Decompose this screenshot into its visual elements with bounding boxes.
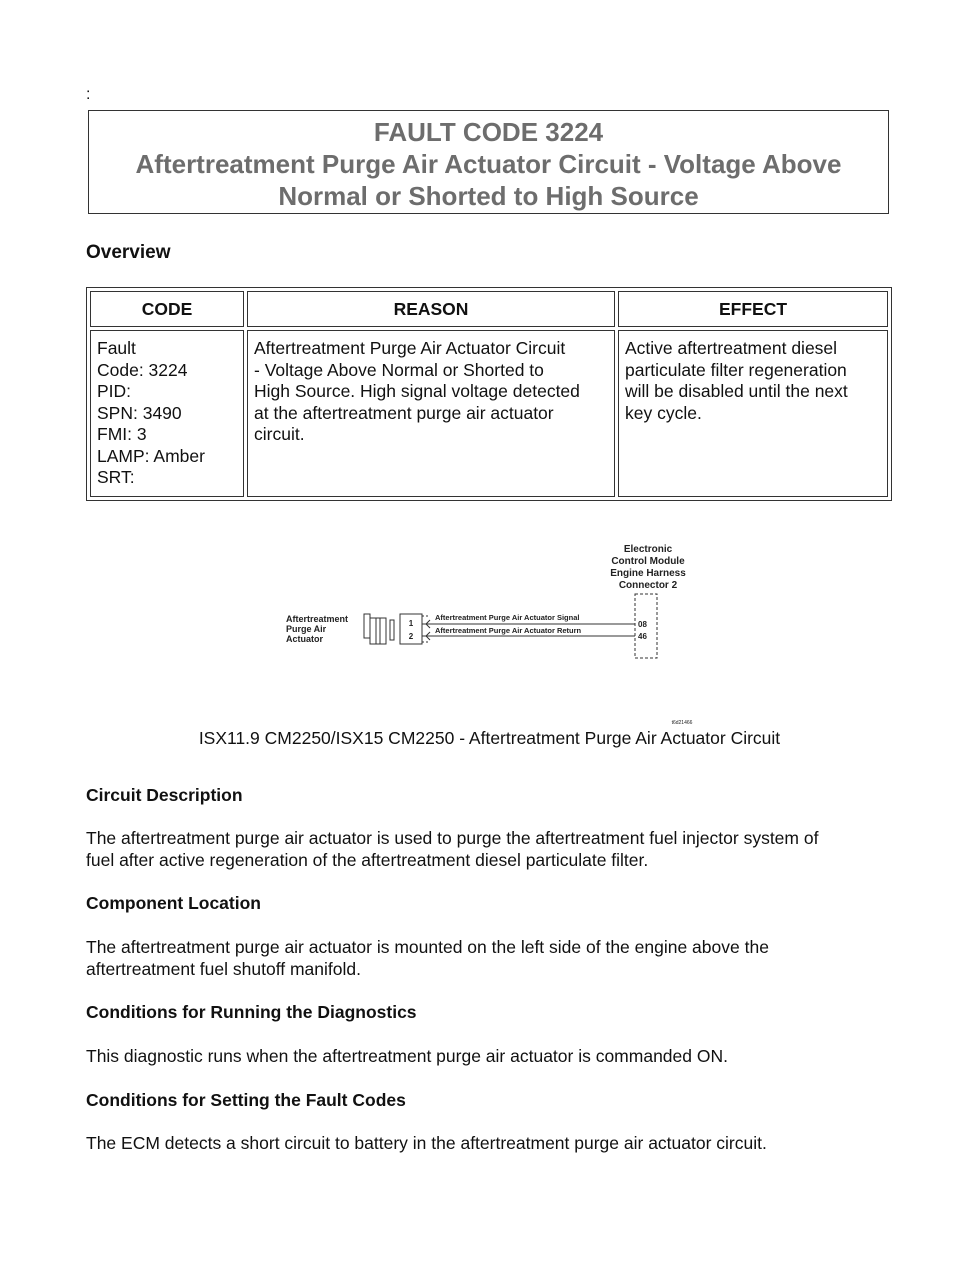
signal-wire-label: Aftertreatment Purge Air Actuator Signal: [435, 613, 580, 622]
ecm-label-line: Engine Harness: [610, 568, 686, 579]
code-line: LAMP: Amber: [97, 445, 205, 466]
figure-caption: ISX11.9 CM2250/ISX15 CM2250 - Aftertreatment Purge Air Actuator Circuit: [198, 728, 781, 748]
reason-line: - Voltage Above Normal or Shorted to: [254, 359, 544, 380]
section-heading-component-location: Component Location: [86, 893, 261, 913]
section-heading-circuit-description: Circuit Description: [86, 785, 243, 805]
section-text: [86, 1046, 906, 1068]
table-header-row: [90, 291, 888, 327]
fault-code-title: FAULT CODE 3224: [373, 117, 604, 147]
effect-line: will be disabled until the next: [625, 381, 848, 401]
section-heading-setting-fault-codes: Conditions for Setting the Fault Codes: [86, 1090, 406, 1110]
code-line: Fault: [97, 338, 136, 358]
section-text: [86, 828, 906, 871]
column-header-effect: EFFECT: [618, 291, 888, 327]
column-header-code: CODE: [90, 291, 244, 327]
code-line: SPN: 3490: [97, 402, 182, 423]
circuit-diagram: [280, 538, 710, 728]
section-heading-running-diagnostics: Conditions for Running the Diagnostics: [86, 1002, 417, 1022]
code-line: SRT:: [97, 467, 135, 487]
return-wire-label: Aftertreatment Purge Air Actuator Return: [435, 626, 582, 635]
ecm-pin-label: 08: [638, 620, 647, 629]
ecm-label-line: Connector 2: [618, 580, 678, 591]
fault-code-description-line2: Normal or Shorted to High Source: [278, 181, 699, 211]
section-text-line: The aftertreatment purge air actuator is used to purge the aftertreatment fuel injector system of: [86, 828, 819, 848]
page-marker: :: [86, 86, 91, 103]
column-header-reason: REASON: [247, 291, 615, 327]
reason-line: Aftertreatment Purge Air Actuator Circuit: [254, 338, 566, 358]
actuator-label-line: Purge Air: [286, 624, 327, 634]
code-cell: [90, 330, 244, 497]
section-text: [86, 937, 906, 980]
table-row: [90, 330, 888, 497]
section-text-line: This diagnostic runs when the aftertreatment purge air actuator is commanded ON.: [86, 1046, 728, 1066]
overview-table: [86, 287, 892, 501]
section-text-line: The ECM detects a short circuit to battery in the aftertreatment purge air actuator circuit.: [86, 1133, 767, 1153]
ecm-pin-label: 46: [638, 632, 647, 641]
section-text-line: The aftertreatment purge air actuator is mounted on the left side of the engine above the: [86, 937, 769, 957]
code-line: PID:: [97, 381, 132, 401]
reason-line: at the aftertreatment purge air actuator: [254, 402, 554, 423]
section-text-line: fuel after active regeneration of the aftertreatment diesel particulate filter.: [86, 849, 649, 870]
reason-line: High Source. High signal voltage detected: [254, 381, 580, 401]
ecm-label-line: Control Module: [611, 556, 685, 567]
actuator-connector-icon: [364, 614, 428, 644]
section-text-line: aftertreatment fuel shutoff manifold.: [86, 958, 361, 979]
overview-heading: Overview: [86, 242, 171, 263]
actuator-label-line: Aftertreatment: [286, 614, 349, 624]
effect-line: Active aftertreatment diesel: [625, 338, 838, 358]
effect-line: particulate filter regeneration: [625, 359, 847, 380]
actuator-label-line: Actuator: [286, 634, 324, 644]
reason-cell: [247, 330, 615, 497]
section-text: [86, 1133, 906, 1155]
fault-code-title-box: [88, 110, 889, 214]
actuator-pin-label: 1: [408, 619, 414, 628]
code-line: Code: 3224: [97, 359, 188, 380]
ecm-label-line: Electronic: [623, 544, 673, 555]
figure-reference: t6d21466: [671, 720, 693, 726]
actuator-pin-label: 2: [408, 632, 414, 641]
effect-line: key cycle.: [625, 402, 702, 423]
reason-line: circuit.: [254, 424, 305, 444]
effect-cell: [618, 330, 888, 497]
fault-code-description-line1: Aftertreatment Purge Air Actuator Circuit - Voltage Above: [135, 149, 842, 179]
code-line: FMI: 3: [97, 424, 147, 444]
